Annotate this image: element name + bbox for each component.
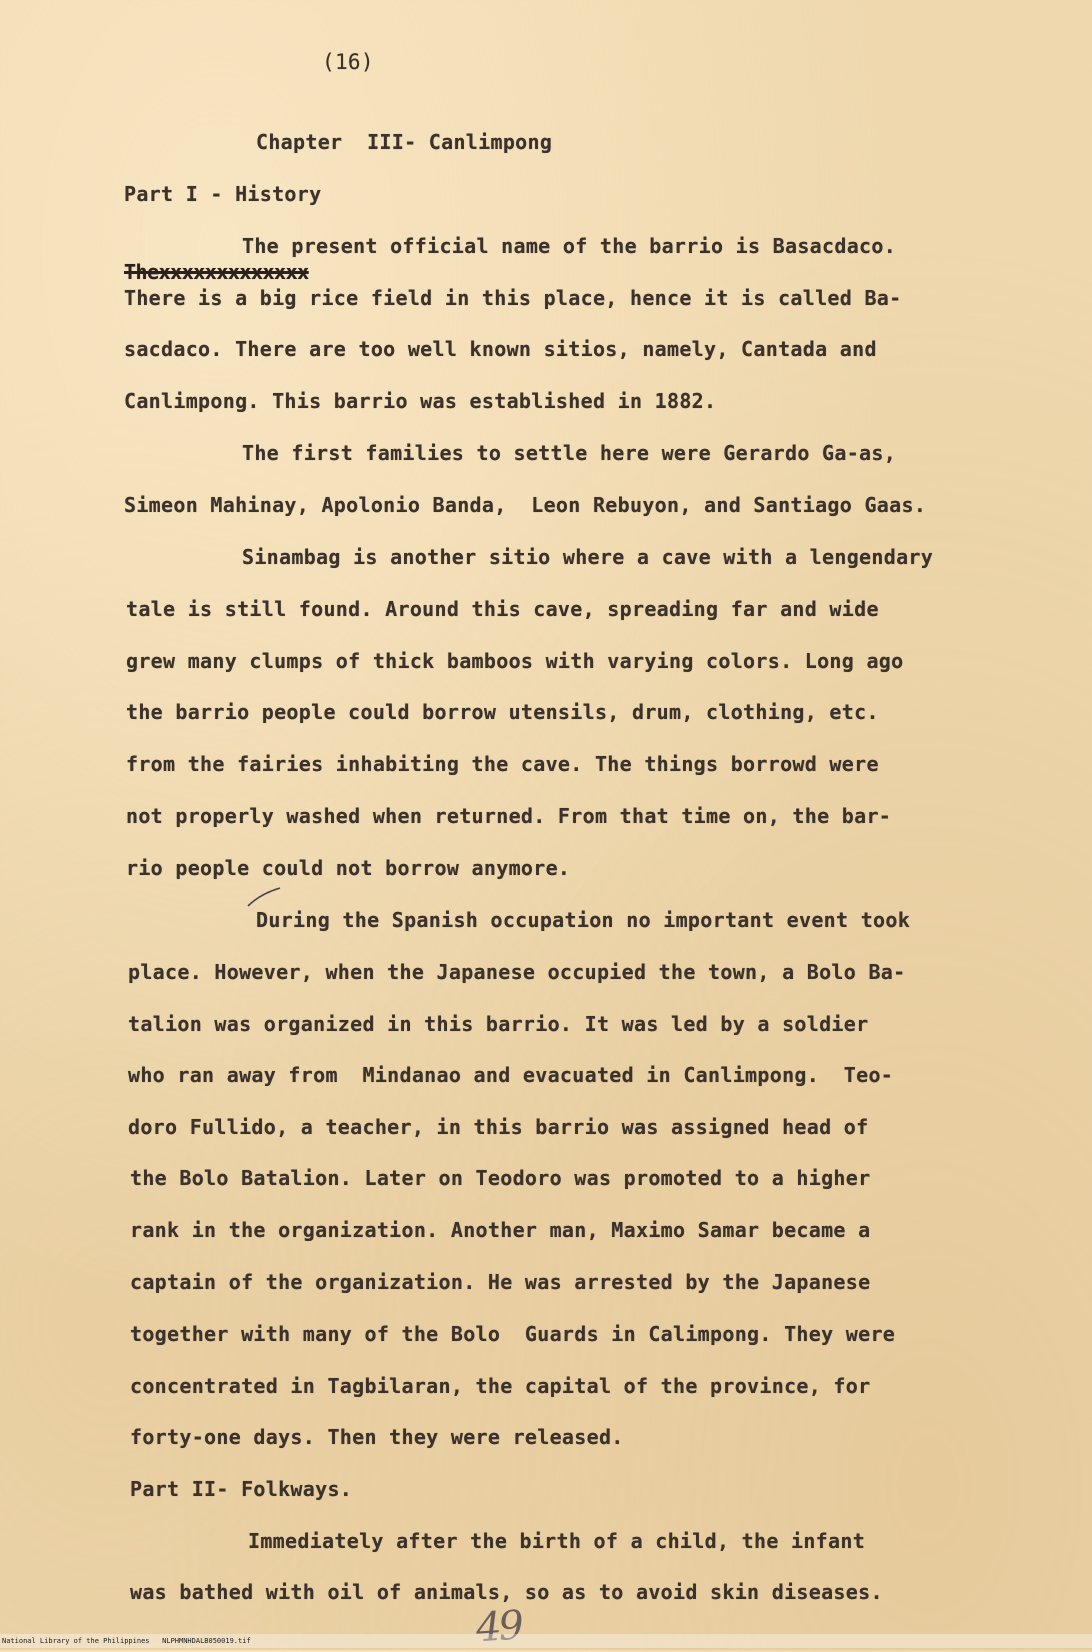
- part1-heading: Part I - History: [124, 182, 322, 206]
- text-line: During the Spanish occupation no important event took: [256, 908, 911, 932]
- text-line: tale is still found. Around this cave, spreading far and wide: [126, 597, 879, 621]
- struck-out-text: Thexxxxxxxxxxxxx: [124, 260, 309, 284]
- handwritten-page-number: 49: [474, 1602, 523, 1652]
- text-line: concentrated in Tagbilaran, the capital of the province, for: [130, 1374, 871, 1398]
- text-line: Canlimpong. This barrio was established in 1882.: [124, 389, 717, 413]
- text-line: There is a big rice field in this place, hence it is called Ba-: [124, 286, 902, 310]
- text-line: doro Fullido, a teacher, in this barrio was assigned head of: [128, 1115, 869, 1139]
- text-line: Immediately after the birth of a child, the infant: [248, 1529, 866, 1553]
- text-line: The first families to settle here were Gerardo Ga-as,: [242, 441, 897, 465]
- text-line: together with many of the Bolo Guards in Calimpong. They were: [130, 1322, 896, 1346]
- text-line: grew many clumps of thick bamboos with varying colors. Long ago: [126, 649, 904, 673]
- text-line: Sinambag is another sitio where a cave with a lengendary: [242, 545, 934, 569]
- text-line: the Bolo Batalion. Later on Teodoro was promoted to a higher: [130, 1166, 871, 1190]
- text-line: rio people could not borrow anymore.: [126, 856, 571, 880]
- text-line: captain of the organization. He was arrested by the Japanese: [130, 1270, 871, 1294]
- text-line: the barrio people could borrow utensils, drum, clothing, etc.: [126, 700, 879, 724]
- text-line: sacdaco. There are too well known sitios, namely, Cantada and: [124, 337, 877, 361]
- text-line: place. However, when the Japanese occupied the town, a Bolo Ba-: [128, 960, 906, 984]
- text-line: was bathed with oil of animals, so as to avoid skin diseases.: [130, 1580, 883, 1604]
- text-line: The present official name of the barrio is Basacdaco.: [242, 234, 897, 258]
- archive-footer: National Library of the Philippines NLPHMNHDALB050019.tif: [0, 1634, 1092, 1648]
- text-line: talion was organized in this barrio. It was led by a soldier: [128, 1012, 869, 1036]
- text-line: from the fairies inhabiting the cave. The things borrowd were: [126, 752, 879, 776]
- text-line: rank in the organization. Another man, Maximo Samar became a: [130, 1218, 871, 1242]
- chapter-title: Chapter III- Canlimpong: [256, 130, 553, 154]
- text-line: forty-one days. Then they were released.: [130, 1425, 624, 1449]
- part2-heading: Part II- Folkways.: [130, 1477, 353, 1501]
- text-line: who ran away from Mindanao and evacuated in Canlimpong. Teo-: [128, 1063, 894, 1087]
- text-line: not properly washed when returned. From that time on, the bar-: [126, 804, 892, 828]
- page-number: (16): [322, 50, 374, 74]
- text-line: Simeon Mahinay, Apolonio Banda, Leon Rebuyon, and Santiago Gaas.: [124, 493, 927, 517]
